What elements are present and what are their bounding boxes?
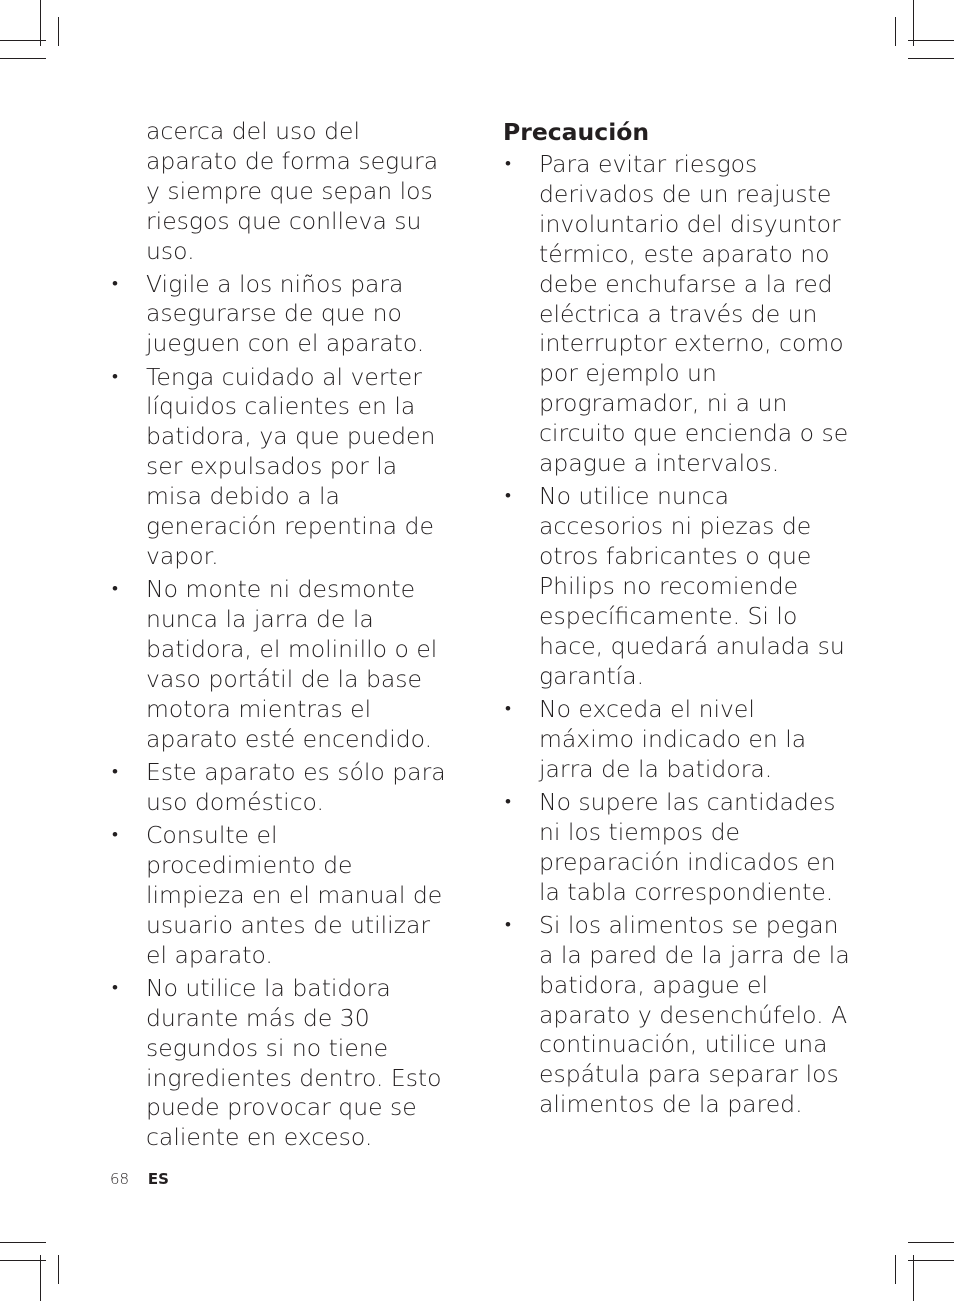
list-item-text: Consulte el procedimiento de limpieza en el manual de usuario antes de utilizar el aparato. [146,821,443,969]
bullet-icon: • [112,761,118,782]
list-item [503,911,853,1120]
list-item-text: No utilice la batidora durante más de 30 segundos si no tiene ingredientes dentro. Esto puede provocar que se caliente en exceso. [146,973,442,1152]
list-item [110,363,450,572]
crop-mark-top-right-h [908,40,954,41]
list-item-text: No monte ni desmonte nunca la jarra de la batidora, el molinillo o el vaso portátil de la base motora mientras el aparato esté encendido. [146,575,438,753]
list-item-text: Para evitar riesgos derivados de un reajuste involuntario del disyuntor térmico, este aparato no debe enchufarse a la red eléctrica a través de un interruptor externo, como por ejemplo un programador, ni a un circuito que encienda o se apague a intervalos. [539,150,849,478]
crop-mark-bottom-right-v [913,1255,914,1301]
crop-mark-top-right-v [913,0,914,46]
bullet-icon: • [112,366,118,387]
bullet-icon: • [112,825,118,846]
crop-mark-bottom-left-v2 [58,1255,59,1284]
crop-mark-bottom-right-h2 [908,1260,954,1261]
crop-mark-top-left-v2 [58,17,59,46]
list-item-text: Vigile a los niños para asegurarse de que no jueguen con el aparato. [146,269,425,358]
bullet-icon: • [505,154,511,174]
right-bullet-list [503,150,853,1120]
crop-mark-top-left-v [40,0,41,46]
list-item-text: Este aparato es sólo para uso doméstico. [146,757,446,816]
list-item-text: Si los alimentos se pegan a la pared de la jarra de la batidora, apague el aparato y desenchúfelo. A continuación, utilice una espátula para separar los alimentos de la pared. [539,910,850,1119]
crop-mark-bottom-left-v [40,1255,41,1301]
left-bullet-list [110,270,450,1154]
list-item [110,821,450,971]
crop-mark-bottom-right-h [908,1242,954,1243]
caution-heading: Precaución [503,118,650,146]
list-item [110,974,450,1153]
list-item [110,575,450,754]
crop-mark-top-right-v2 [895,17,896,46]
bullet-icon: • [112,579,118,600]
list-item [503,150,853,479]
page-footer [110,1170,169,1188]
right-column [503,117,853,1123]
bullet-icon: • [112,977,118,998]
list-item-text: No exceda el nivel máximo indicado en la jarra de la batidora. [539,694,807,783]
language-code: ES [147,1170,169,1188]
crop-mark-bottom-right-v2 [895,1255,896,1284]
continued-bullet-text: acerca del uso del aparato de forma segura y siempre que sepan los riesgos que conlleva su uso. [146,117,439,265]
list-item [503,695,853,785]
crop-mark-bottom-left-h [0,1242,46,1243]
crop-mark-top-right-h2 [908,58,954,59]
bullet-icon: • [112,273,118,294]
list-item [503,482,853,691]
list-item-text: No utilice nunca accesorios ni piezas de otros fabricantes o que Philips no recomiende específicamente. Si lo hace, quedará anulada su garantía. [539,482,845,690]
list-item [110,270,450,360]
list-item-text: No supere las cantidades ni los tiempos de preparación indicados en la tabla correspondiente. [539,787,836,906]
crop-mark-top-left-h2 [0,58,46,59]
page-number: 68 [110,1170,130,1188]
bullet-icon: • [505,698,511,719]
list-item [503,788,853,908]
bullet-icon: • [505,914,511,935]
list-item [110,758,450,818]
bullet-icon: • [505,486,511,507]
bullet-icon: • [505,791,511,812]
left-column [110,117,450,1157]
list-item-text: Tenga cuidado al verter líquidos calientes en la batidora, ya que pueden ser expulsados por la misa debido a la generación repentina de vapor. [146,362,436,570]
crop-mark-bottom-left-h2 [0,1260,46,1261]
